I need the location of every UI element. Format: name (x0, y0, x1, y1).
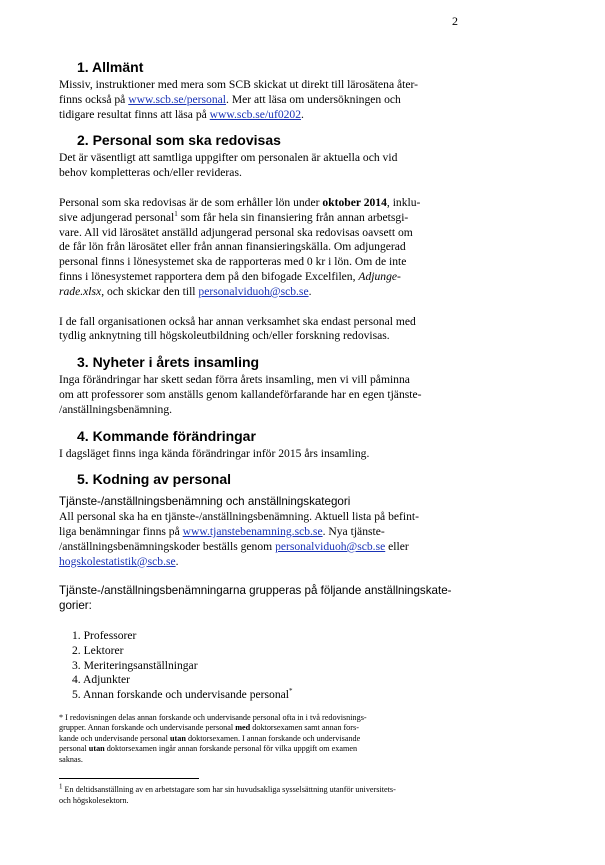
section-heading-kodning: 5. Kodning av personal (77, 471, 232, 488)
text-run: Det är väsentligt att samtliga uppgifter om personalen är aktuella och vid (59, 151, 398, 165)
category-list (59, 629, 459, 703)
text-run: . (308, 284, 312, 298)
text-run: En deltidsanställning av en arbetstagare som har sin huvudsakliga sysselsättning utanför universitets- (62, 784, 396, 794)
star-note (59, 713, 459, 765)
list-item: 1. Professorer (72, 628, 137, 642)
text-run: och högskolesektorn. (59, 795, 129, 805)
text-run: finns i lönesystemet rapportera dem på den bifogade Excelfilen, (59, 269, 359, 283)
text-run: personal (59, 744, 89, 754)
bold-text: utan (169, 733, 186, 743)
link-tjanstebenamning[interactable]: www.tjanstebenamning.scb.se (182, 524, 323, 538)
section-heading-nyheter: 3. Nyheter i årets insamling (77, 354, 260, 371)
list-item: 3. Meriteringsanställningar (72, 658, 198, 672)
text-run: . Nya tjänste- (322, 524, 385, 538)
text-run: de får lön från lärosätet eller från annan finansieringskälla. Om adjungerad (59, 240, 406, 254)
text-run: Missiv, instruktioner med mera som SCB skickat ut direkt till lärosätena åter- (59, 78, 418, 91)
bold-text: utan (88, 744, 105, 754)
text-run: doktorsexamen ingår annan forskande personal för vilka uppgift om examen (104, 744, 358, 754)
text-run: * I redovisningen delas annan forskande och undervisande personal ofta in i två redovisnings- (59, 712, 367, 722)
section-heading-personal: 2. Personal som ska redovisas (77, 132, 281, 149)
list-item: 2. Lektorer (72, 643, 124, 657)
text-run: kande och undervisande personal (59, 733, 170, 743)
list-item (59, 688, 459, 703)
text-run: som får hela sin finansiering från annan arbetsgi- (177, 210, 409, 224)
text-run: , inklu- (386, 195, 421, 209)
text-run: . (175, 554, 179, 568)
bold-text: med (235, 723, 251, 733)
text-run: tydlig anknytning till högskoleutbildning och/eller forskning redovisas. (59, 329, 390, 343)
section-3-paragraph (59, 373, 459, 417)
text-run: finns också på (59, 92, 129, 106)
footnote (59, 782, 459, 806)
section-2-paragraph-2 (59, 196, 459, 300)
section-1-paragraph (59, 78, 459, 122)
link-scb-uf0202[interactable]: www.scb.se/uf0202 (209, 107, 302, 121)
text-run: . Mer att läsa om undersökningen och (226, 92, 401, 106)
text-run: I de fall organisationen också har annan verksamhet ska endast personal med (59, 314, 416, 328)
text-run: om att professorer som anställs genom kallandeförfarande har en egen tjänste- (59, 387, 422, 401)
text-run: . (301, 107, 304, 121)
bold-text: oktober 2014 (322, 195, 387, 209)
text-run: tidigare resultat finns att läsa på (59, 107, 210, 121)
subheading-benamning: Tjänste-/anställningsbenämning och anställningskategori (59, 495, 351, 509)
section-5-paragraph-1 (59, 510, 459, 569)
italic-text: rade.xlsx (59, 284, 102, 298)
section-5-paragraph-2 (59, 584, 459, 614)
section-2-paragraph-1 (59, 151, 459, 181)
link-email-hogskolestatistik[interactable]: hogskolestatistik@scb.se (59, 554, 176, 568)
text-run: Personal som ska redovisas är de som erhåller lön under (59, 195, 323, 209)
link-email-personalviduoh[interactable]: personalviduoh@scb.se (198, 284, 309, 298)
text-run: doktorsexamen samt annan fors- (250, 723, 359, 733)
text-run: liga benämningar finns på (59, 524, 183, 538)
text-run: vare. All vid lärosätet anställd adjungerad personal ska redovisas oavsett om (59, 225, 413, 239)
text-run: saknas. (59, 754, 83, 764)
text-run: All personal ska ha en tjänste-/anställningsbenämning. Aktuell lista på befint- (59, 510, 419, 524)
link-scb-personal[interactable]: www.scb.se/personal (128, 92, 227, 106)
text-run: grupper. Annan forskande och undervisande personal (59, 723, 236, 733)
list-item: 4. Adjunkter (72, 673, 130, 687)
text-run: eller (385, 539, 409, 553)
text-run: gorier: (59, 599, 92, 613)
section-4-paragraph: I dagsläget finns inga kända förändringar inför 2015 års insamling. (59, 446, 370, 460)
text-run: personal finns i lönesystemet ska de rapporteras med 0 kr i lön. Om de inte (59, 255, 407, 269)
footnote-ref: 1 (174, 209, 178, 218)
text-run: sive adjungerad personal (59, 210, 175, 224)
star-ref: * (289, 687, 293, 696)
footnote-number: 1 (59, 782, 63, 791)
text-run: /anställningsbenämning. (59, 402, 173, 416)
section-heading-kommande: 4. Kommande förändringar (77, 427, 256, 444)
text-run: /anställningsbenämningskoder beställs genom (59, 539, 276, 553)
text-run: Tjänste-/anställningsbenämningarna grupperas på följande anställningskate- (59, 584, 452, 598)
text-run: Inga förändringar har skett sedan förra årets insamling, men vi vill påminna (59, 373, 410, 387)
text-run: , och skickar den till (101, 284, 199, 298)
link-email-personalviduoh-2[interactable]: personalviduoh@scb.se (275, 539, 386, 553)
page-number: 2 (452, 14, 458, 28)
section-heading-allmant: 1. Allmänt (77, 59, 144, 75)
list-item-text: 5. Annan forskande och undervisande personal (72, 688, 289, 702)
page-content (59, 58, 459, 806)
footnote-divider (59, 778, 199, 779)
italic-text: Adjunge- (358, 269, 401, 283)
text-run: doktorsexamen. I annan forskande och undervisande (185, 733, 361, 743)
text-run: behov kompletteras och/eller revideras. (59, 166, 242, 180)
section-2-paragraph-3 (59, 315, 459, 345)
